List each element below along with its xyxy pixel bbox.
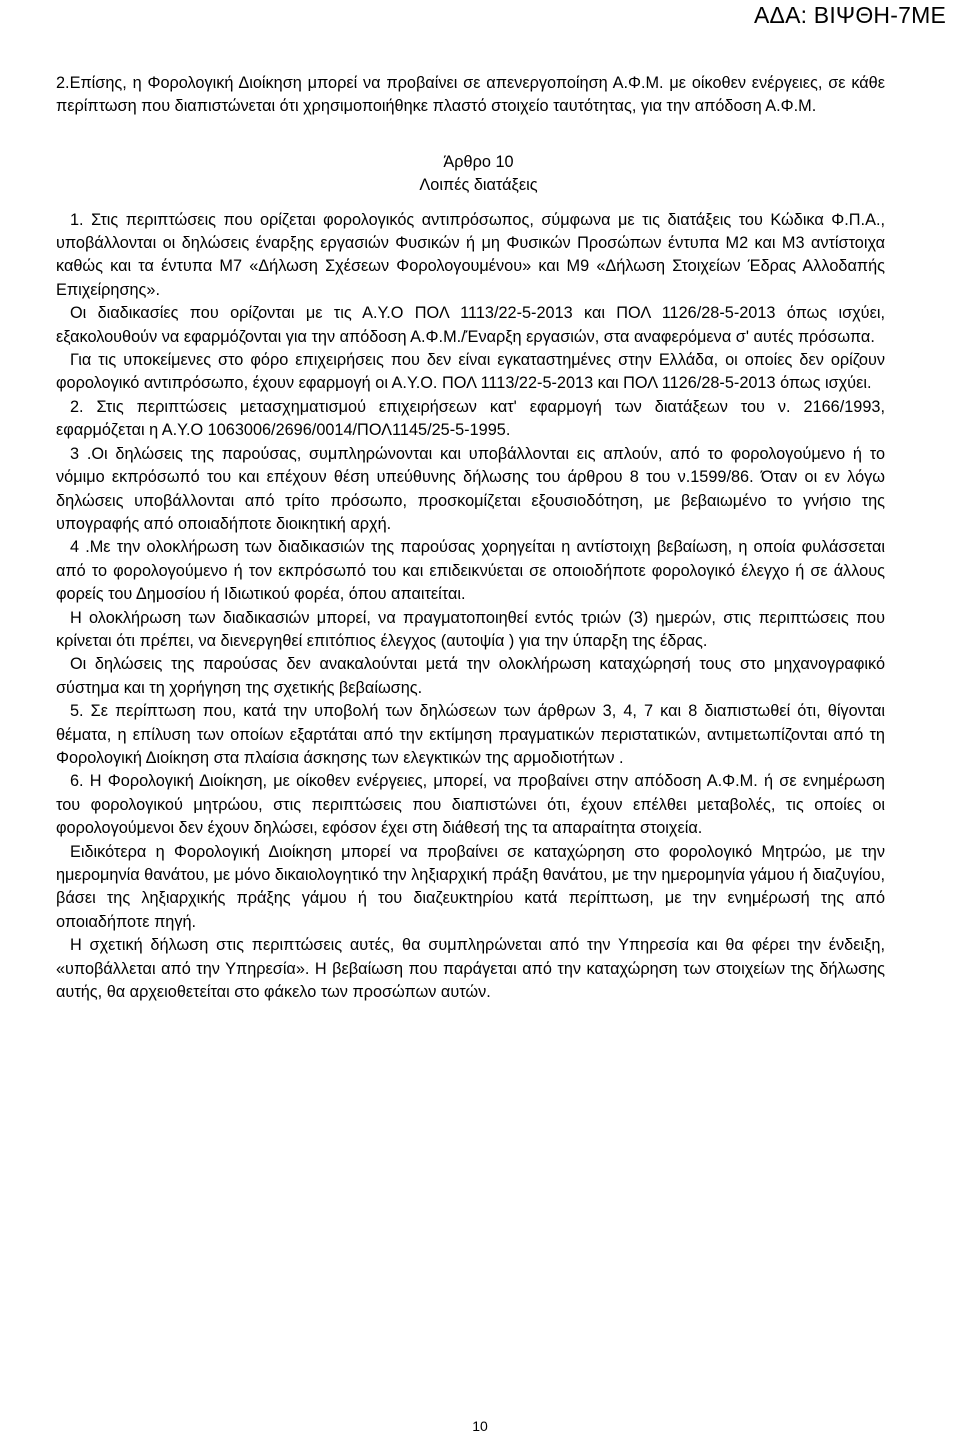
- paragraph-procedures: Οι διαδικασίες που ορίζονται με τις Α.Υ.Ο ΠΟΛ 1113/22-5-2013 και ΠΟΛ 1126/28-5-2013 όπως ισχύει, εξακολουθούν να εφαρμόζονται για την απόδοση Α.Φ.Μ./Έναρξη εργασιών, στα αναφερόμενα σ' αυτές πρόσωπα.: [56, 304, 885, 346]
- intro-paragraph: 2.Επίσης, η Φορολογική Διοίκηση μπορεί να προβαίνει σε απενεργοποίηση Α.Φ.Μ. με οίκοθεν ενέργειες, σε κάθε περίπτωση που διαπιστώνεται ότι χρησιμοποιήθηκε πλαστό στοιχείο ταυτότητας, για την απόδοση Α.Φ.Μ.: [56, 74, 885, 116]
- paragraph-completion: Η ολοκλήρωση των διαδικασιών μπορεί, να πραγματοποιηθεί εντός τριών (3) ημερών, στις περιπτώσεις που κρίνεται ότι πρέπει, να διενεργηθεί επιτόπιος έλεγχος (αυτοψία ) για την ύπαρξη της έδρας.: [56, 608, 885, 650]
- article-title: Λοιπές διατάξεις: [419, 176, 538, 195]
- paragraph-no-revocation: Οι δηλώσεις της παρούσας δεν ανακαλούνται μετά την ολοκλήρωση καταχώρησή τους στο μηχανογραφικό σύστημα και τη χορήγηση της σχετικής βεβαίωσης.: [56, 655, 885, 697]
- paragraph-foreign-businesses: Για τις υποκείμενες στο φόρο επιχειρήσεις που δεν είναι εγκαταστημένες στην Ελλάδα, οι οποίες δεν ορίζουν φορολογικό αντιπρόσωπο, έχουν εφαρμογή οι Α.Υ.Ο. ΠΟΛ 1113/22-5-2013 και ΠΟΛ 1126/28-5-2013 όπως ισχύει.: [56, 351, 885, 393]
- document-body: [56, 72, 885, 1004]
- paragraph-4: 4 .Με την ολοκλήρωση των διαδικασιών της παρούσας χορηγείται η αντίστοιχη βεβαίωση, η οποία φυλάσσεται από το φορολογούμενο ή τον εκπρόσωπό του και επιδεικνύεται σε οποιοδήποτε φορολογικό έλεγχο ή σε άλλους φορείς του Δημοσίου ή Ιδιωτικού φορέα, όπου απαιτείται.: [56, 538, 885, 604]
- article-number: Άρθρο 10: [443, 152, 514, 171]
- paragraph-6: 6. Η Φορολογική Διοίκηση, με οίκοθεν ενέργειες, μπορεί, να προβαίνει στην απόδοση Α.Φ.Μ. ή σε ενημέρωση του φορολογικού μητρώου, στις περιπτώσεις που διαπιστώνει ότι, έχουν επέλθει μεταβολές, τις οποίες οι φορολογούμενοι δεν έχουν δηλώσει, εφόσον έχει στη διάθεσή της τα απαραίτητα στοιχεία.: [56, 772, 885, 838]
- spacer: [56, 119, 885, 151]
- paragraph-declaration: Η σχετική δήλωση στις περιπτώσεις αυτές, θα συμπληρώνεται από την Υπηρεσία και θα φέρει την ένδειξη, «υποβάλλεται από την Υπηρεσία». Η βεβαίωση που παράγεται από την καταχώρηση των στοιχείων της δήλωσης αυτής, θα αρχειοθετείται στο φάκελο των προσώπων αυτών.: [56, 936, 885, 1002]
- paragraph-3: 3 .Οι δηλώσεις της παρούσας, συμπληρώνονται και υποβάλλονται εις απλούν, από το φορολογούμενο ή το νόμιμο εκπρόσωπό του και επέχουν θέση υπεύθυνης δήλωσης του άρθρου 8 του ν.1599/86. Όταν οι εν λόγω δηλώσεις υποβάλλονται από τρίτο πρόσωπο, προσκομίζεται εξουσιοδότηση, με βεβαιωμένο το γνήσιο της υπογραφής από οποιαδήποτε διοικητική αρχή.: [56, 444, 885, 533]
- paragraph-1: 1. Στις περιπτώσεις που ορίζεται φορολογικός αντιπρόσωπος, σύμφωνα με τις διατάξεις του Κώδικα Φ.Π.Α., υποβάλλονται οι δηλώσεις έναρξης εργασιών Φυσικών ή μη Φυσικών Προσώπων έντυπα Μ2 και Μ3 αντίστοιχα καθώς και τα έντυπα Μ7 «Δήλωση Σχέσεων Φορολογουμένου» και Μ9 «Δήλωση Στοιχείων Έδρας Αλλοδαπής Επιχείρησης».: [56, 210, 885, 299]
- paragraph-5: 5. Σε περίπτωση που, κατά την υποβολή των δηλώσεων των άρθρων 3, 4, 7 και 8 διαπιστωθεί ότι, θίγονται θέματα, η επίλυση των οποίων εξαρτάται από την εκτίμηση πραγματικών περιστατικών, αντιμετωπίζονται από τη Φορολογική Διοίκηση στα πλαίσια άσκησης των ελεγκτικών της αρμοδιοτήτων .: [56, 702, 885, 767]
- spacer: [56, 198, 885, 209]
- ada-code: ΑΔΑ: ΒΙΨΘΗ-7ΜΕ: [753, 2, 946, 28]
- paragraph-specifically: Ειδικότερα η Φορολογική Διοίκηση μπορεί να προβαίνει σε καταχώρηση στο φορολογικό Μητρώο, με την ημερομηνία θανάτου, με μόνο δικαιολογητικό την ληξιαρχική πράξη θανάτου, με την ημερομηνία γάμου ή διαζυγίου, βάσει της ληξιαρχικής πράξης γάμου ή του διαζευκτηρίου κατά περίπτωση, με την ενημέρωσή της από οποιαδήποτε πηγή.: [56, 842, 885, 931]
- paragraph-2: 2. Στις περιπτώσεις μετασχηματισμού επιχειρήσεων κατ' εφαρμογή των διατάξεων του ν. 2166/1993, εφαρμόζεται η Α.Υ.Ο 1063006/2696/0014/ΠΟΛ1145/25-5-1995.: [56, 397, 885, 440]
- page-number: 10: [472, 1418, 488, 1434]
